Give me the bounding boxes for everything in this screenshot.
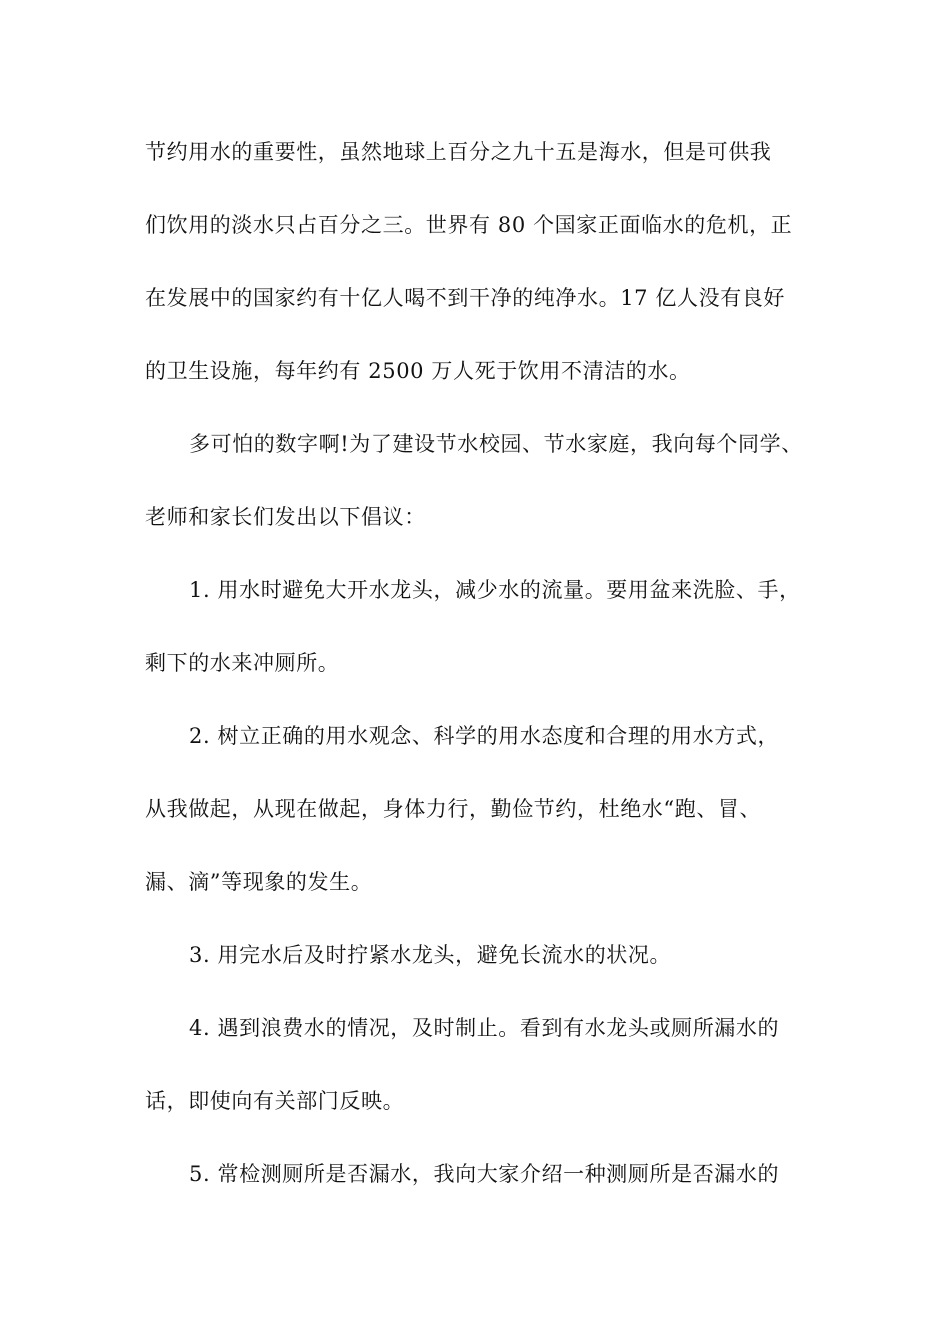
- text-line: 们饮用的淡水只占百分之三。世界有 80 个国家正面临水的危机，正: [145, 213, 793, 237]
- text-line: 节约用水的重要性，虽然地球上百分之九十五是海水，但是可供我: [145, 140, 772, 164]
- list-item-text: 1. 用水时避免大开水龙头，减少水的流量。要用盆来洗脸、手，: [189, 578, 801, 602]
- text-line: 剩下的水来冲厕所。: [145, 651, 340, 675]
- list-item-text: 2. 树立正确的用水观念、科学的用水态度和合理的用水方式，: [189, 724, 780, 748]
- text-line: 话，即使向有关部门反映。: [145, 1089, 405, 1113]
- text-line: 的卫生设施，每年约有 2500 万人死于饮用不清洁的水。: [145, 359, 691, 383]
- text-line: 在发展中的国家约有十亿人喝不到干净的纯净水。17 亿人没有良好: [145, 286, 785, 310]
- text-line: 从我做起，从现在做起，身体力行，勤俭节约，杜绝水“跑、冒、: [145, 797, 762, 821]
- text-line: 漏、滴”等现象的发生。: [145, 870, 373, 894]
- text-line: 多可怕的数字啊!为了建设节水校园、节水家庭，我向每个同学、: [189, 432, 803, 456]
- list-item-text: 4. 遇到浪费水的情况，及时制止。看到有水龙头或厕所漏水的: [189, 1016, 780, 1040]
- list-item-text: 5. 常检测厕所是否漏水，我向大家介绍一种测厕所是否漏水的: [189, 1162, 780, 1186]
- list-item-text: 3. 用完水后及时拧紧水龙头，避免长流水的状况。: [189, 943, 672, 967]
- text-line: 老师和家长们发出以下倡议：: [145, 505, 426, 529]
